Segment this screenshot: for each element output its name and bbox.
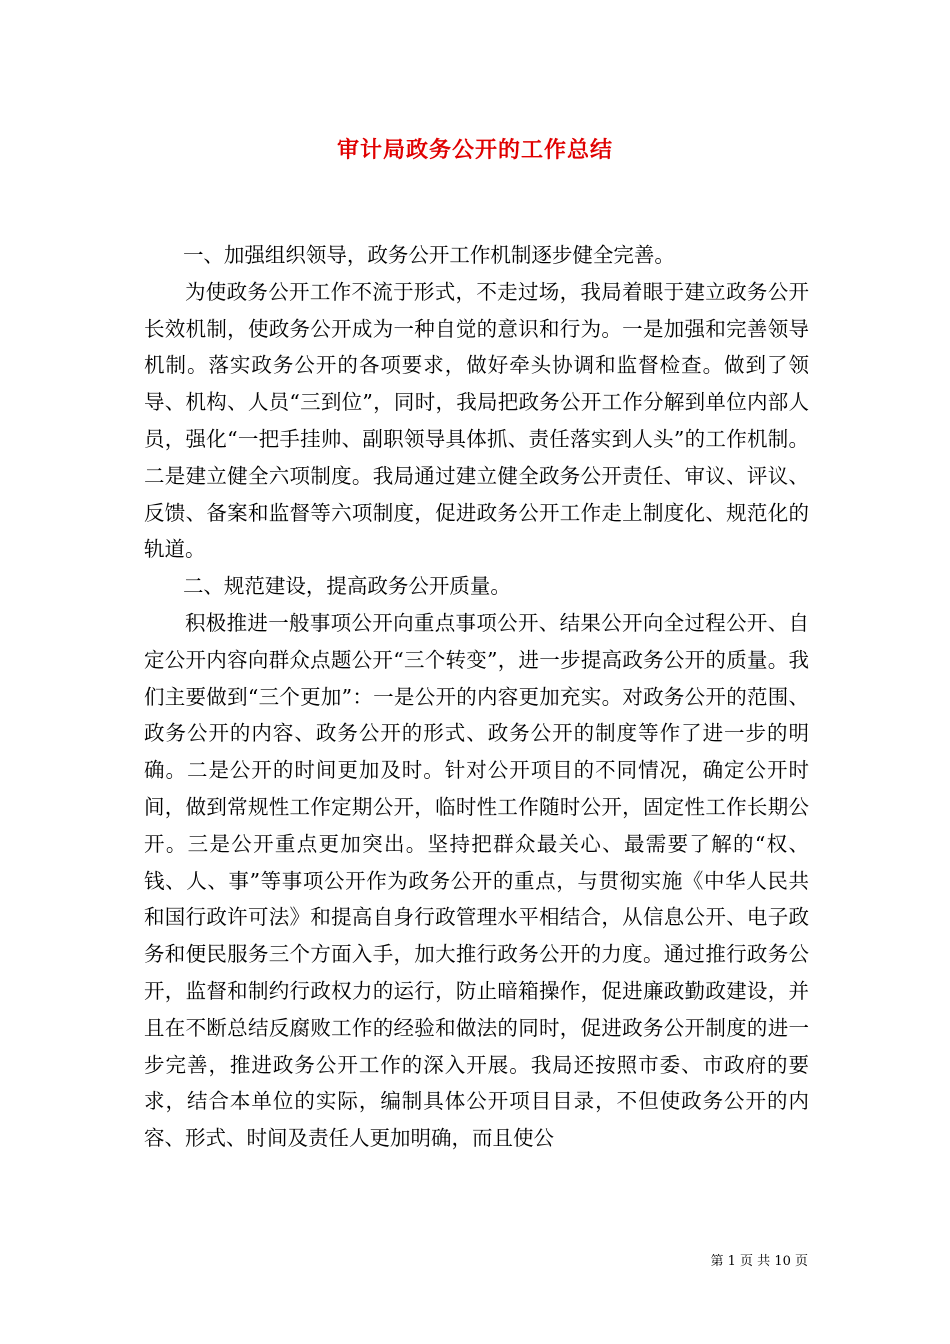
- page-title: 审计局政务公开的工作总结: [336, 137, 613, 163]
- paragraph-2: 积极推进一般事项公开向重点事项公开、结果公开向全过程公开、自定公开内容向群众点题公开“三个转变”，进一步提高政务公开的质量。我们主要做到“三个更加”：一是公开的内容更加充实。对政务公开的范围、政务公开的内容、政务公开的形式、政务公开的制度等作了进一步的明确。二是公开的时间更加及时。针对公开项目的不同情况，确定公开时间，做到常规性工作定期公开，临时性工作随时公开，固定性工作长期公开。三是公开重点更加突出。坚持把群众最关心、最需要了解的“权、钱、人、事”等事项公开作为政务公开的重点，与贯彻实施《中华人民共和国行政许可法》和提高自身行政管理水平相结合，从信息公开、电子政务和便民服务三个方面入手，加大推行政务公开的力度。通过推行政务公开，监督和制约行政权力的运行，防止暗箱操作，促进廉政勤政建设，并且在不断总结反腐败工作的经验和做法的同时，促进政务公开制度的进一步完善，推进政务公开工作的深入开展。我局还按照市委、市政府的要求，结合本单位的实际，编制具体公开项目目录，不但使政务公开的内容、形式、时间及责任人更加明确，而且使公: [144, 610, 809, 1151]
- page-number-footer: 第 1 页 共 10 页: [710, 1254, 808, 1269]
- document-body: [144, 237, 809, 1157]
- section-heading-1: 一、加强组织领导，政务公开工作机制逐步健全完善。: [182, 243, 675, 267]
- paragraph-1: 为使政务公开工作不流于形式，不走过场，我局着眼于建立政务公开长效机制，使政务公开成为一种自觉的意识和行为。一是加强和完善领导机制。落实政务公开的各项要求，做好牵头协调和监督检查。做到了领导、机构、人员“三到位”，同时，我局把政务公开工作分解到单位内部人员，强化“一把手挂帅、副职领导具体抓、责任落实到人头”的工作机制。二是建立健全六项制度。我局通过建立健全政务公开责任、审议、评议、反馈、备案和监督等六项制度，促进政务公开工作走上制度化、规范化的轨道。: [144, 279, 809, 562]
- section-heading-2: 二、规范建设，提高政务公开质量。: [182, 574, 511, 599]
